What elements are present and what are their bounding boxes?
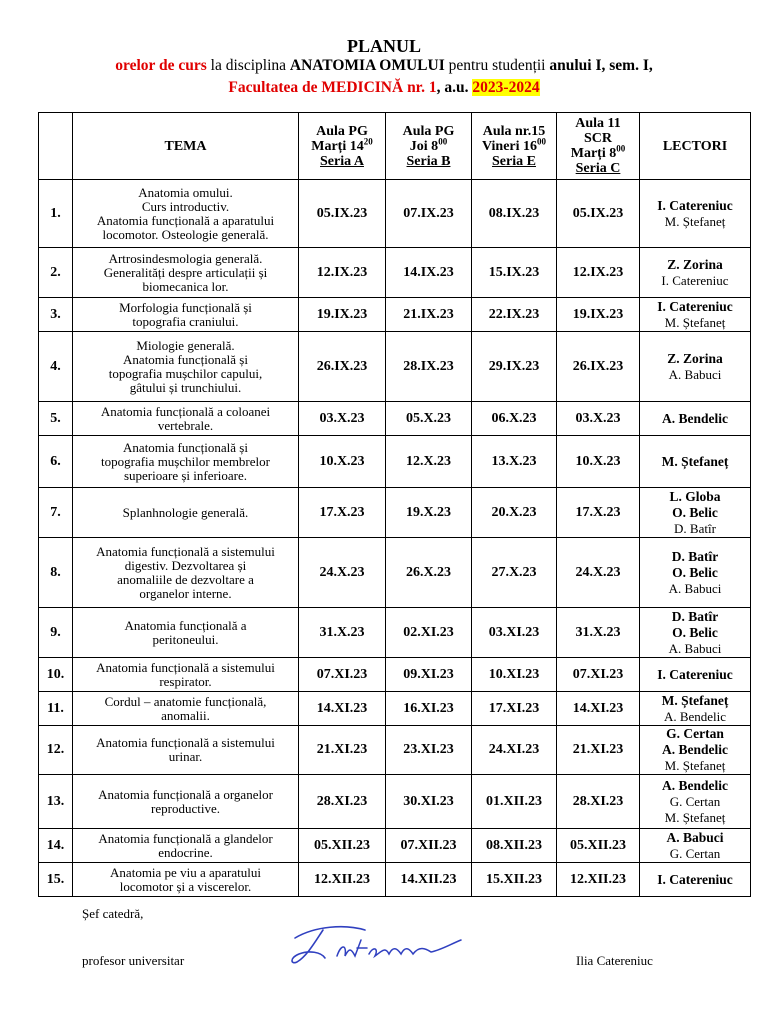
faculty-name: Facultatea de MEDICINĂ nr. 1	[228, 79, 437, 96]
lector-name: A. Babuci	[668, 366, 722, 382]
column-header-seria-a	[299, 113, 386, 180]
room-label: Aula nr.15	[482, 123, 546, 139]
room-label: Aula PG	[402, 123, 455, 139]
date-cell: 05.X.23	[386, 402, 472, 436]
table-row	[39, 402, 751, 436]
row-number: 6.	[39, 436, 73, 488]
lector-name: A. Babuci	[666, 829, 724, 845]
date-cell: 12.X.23	[386, 436, 472, 488]
date-cell: 19.X.23	[386, 488, 472, 538]
academic-year-label: , a.u.	[436, 79, 473, 96]
topic-line: Anatomia funcțională a coloanei	[100, 403, 271, 419]
table-row	[39, 436, 751, 488]
date-cell: 17.X.23	[557, 488, 640, 538]
lector-name: A. Bendelic	[662, 410, 728, 426]
date-cell: 24.XI.23	[472, 726, 557, 775]
date-cell: 14.XI.23	[299, 692, 386, 726]
row-number: 15.	[39, 863, 73, 897]
date-cell: 07.XII.23	[386, 829, 472, 863]
lector-name: I. Catereniuc	[657, 298, 733, 314]
row-number: 7.	[39, 488, 73, 538]
date-cell: 12.IX.23	[299, 248, 386, 298]
topic-line: Anatomia funcțională și	[123, 439, 248, 455]
date-cell: 26.X.23	[386, 538, 472, 608]
topic-line: urinar.	[168, 749, 203, 764]
table-row	[39, 726, 751, 775]
topic-line: topografia mușchilor capului,	[108, 365, 263, 381]
topic-line: Anatomia funcțională a sistemului	[96, 735, 275, 750]
topic-line: Curs introductiv.	[141, 198, 230, 214]
series-label: Seria C	[575, 161, 621, 176]
topic-line: gâtului și trunchiului.	[129, 379, 242, 395]
topic-line: locomotor și a viscerelor.	[119, 878, 252, 894]
table-row	[39, 538, 751, 608]
row-number: 3.	[39, 298, 73, 332]
series-label: Seria A	[320, 153, 364, 169]
date-cell: 10.XI.23	[472, 658, 557, 692]
table-row	[39, 180, 751, 248]
chair-label: Șef catedră,	[82, 906, 144, 921]
topic-cell	[73, 692, 299, 726]
row-number: 1.	[39, 180, 73, 248]
room-label: Aula PG	[316, 123, 368, 139]
lectors-cell	[640, 829, 751, 863]
lectors-cell	[640, 436, 751, 488]
topic-line: Anatomia funcțională a sistemului	[96, 659, 275, 675]
professor-name: Ilia Catereniuc	[576, 953, 653, 968]
lectors-cell	[640, 488, 751, 538]
lectors-cell	[640, 332, 751, 402]
date-cell: 28.XI.23	[299, 775, 386, 829]
topic-line: Cordul – anatomie funcțională,	[104, 693, 267, 709]
topic-line: reproductive.	[151, 800, 220, 816]
room-label-2: SCR	[583, 131, 612, 146]
date-cell: 10.X.23	[299, 436, 386, 488]
row-number: 10.	[39, 658, 73, 692]
date-cell: 05.XII.23	[557, 829, 640, 863]
date-cell: 22.IX.23	[472, 298, 557, 332]
room-label: Aula 11	[575, 116, 621, 131]
lector-name: O. Belic	[672, 624, 718, 640]
topic-cell	[73, 608, 299, 658]
lector-name: A. Bendelic	[663, 708, 727, 724]
lector-name: I. Catereniuc	[657, 666, 733, 682]
topic-cell	[73, 488, 299, 538]
topic-cell	[73, 402, 299, 436]
time-minutes: 20	[363, 135, 373, 146]
topic-cell	[73, 863, 299, 897]
lectors-cell	[640, 608, 751, 658]
table-row	[39, 692, 751, 726]
topic-cell	[73, 436, 299, 488]
date-cell: 02.XI.23	[386, 608, 472, 658]
number-header	[39, 113, 73, 180]
lectors-cell	[640, 538, 751, 608]
topic-cell	[73, 248, 299, 298]
row-number: 11.	[39, 692, 73, 726]
date-cell: 31.X.23	[299, 608, 386, 658]
table-body	[39, 180, 751, 897]
date-cell: 27.X.23	[472, 538, 557, 608]
topic-cell	[73, 298, 299, 332]
subtitle-line-2	[0, 79, 768, 97]
series-label: Seria E	[492, 153, 536, 169]
lector-name: A. Babuci	[668, 640, 722, 656]
row-number: 9.	[39, 608, 73, 658]
topic-cell	[73, 658, 299, 692]
row-number: 12.	[39, 726, 73, 775]
day-time-label: Vineri 16	[481, 138, 538, 154]
topic-cell	[73, 538, 299, 608]
lector-name: L. Globa	[669, 488, 721, 504]
table-row	[39, 863, 751, 897]
topic-cell	[73, 829, 299, 863]
date-cell: 12.IX.23	[557, 248, 640, 298]
date-cell: 28.XI.23	[557, 775, 640, 829]
lector-name: G. Certan	[666, 726, 724, 741]
table-row	[39, 658, 751, 692]
lector-name: I. Catereniuc	[661, 272, 729, 288]
date-cell: 01.XII.23	[472, 775, 557, 829]
date-cell: 03.X.23	[557, 402, 640, 436]
date-cell: 14.XI.23	[557, 692, 640, 726]
topic-line: Splanhnologie generală.	[122, 504, 249, 520]
date-cell: 12.XII.23	[299, 863, 386, 897]
topic-line: anomaliile de dezvoltare a	[117, 571, 254, 587]
subtitle-text-1: la disciplina	[206, 57, 290, 74]
topic-line: Anatomia funcțională și	[123, 351, 248, 367]
topic-line: organelor interne.	[139, 585, 232, 601]
table-header-row	[39, 113, 751, 180]
time-minutes: 00	[616, 143, 626, 154]
date-cell: 17.XI.23	[472, 692, 557, 726]
lector-name: M. Ștefaneț	[664, 758, 726, 773]
topic-line: Generalități despre articulații și	[103, 264, 268, 280]
time-minutes: 00	[537, 135, 547, 146]
topic-line: anomalii.	[161, 707, 210, 723]
date-cell: 31.X.23	[557, 608, 640, 658]
column-header-seria-e	[472, 113, 557, 180]
professor-title: profesor universitar	[82, 953, 185, 968]
topic-cell	[73, 180, 299, 248]
date-cell: 17.X.23	[299, 488, 386, 538]
row-number: 8.	[39, 538, 73, 608]
day-time-label: Joi 8	[409, 138, 439, 154]
lector-name: M. Ștefaneț	[664, 213, 726, 229]
date-cell: 21.XI.23	[299, 726, 386, 775]
topic-line: locomotor. Osteologie generală.	[102, 226, 269, 242]
lector-name: A. Bendelic	[662, 777, 728, 793]
topic-line: Miologie generală.	[136, 337, 235, 353]
date-cell: 19.IX.23	[557, 298, 640, 332]
date-cell: 14.XII.23	[386, 863, 472, 897]
lector-name: A. Bendelic	[662, 742, 728, 757]
date-cell: 24.X.23	[557, 538, 640, 608]
column-header-seria-c	[557, 113, 640, 180]
tema-header: TEMA	[73, 113, 299, 180]
topic-line: Anatomia funcțională a organelor	[98, 786, 273, 802]
lector-name: D. Batîr	[674, 520, 716, 536]
lector-name: O. Belic	[672, 504, 718, 520]
date-cell: 20.X.23	[472, 488, 557, 538]
row-number: 13.	[39, 775, 73, 829]
topic-cell	[73, 332, 299, 402]
date-cell: 15.IX.23	[472, 248, 557, 298]
date-cell: 06.X.23	[472, 402, 557, 436]
date-cell: 05.IX.23	[557, 180, 640, 248]
date-cell: 07.XI.23	[557, 658, 640, 692]
date-cell: 09.XI.23	[386, 658, 472, 692]
lectors-cell	[640, 402, 751, 436]
topic-line: Morfologia funcțională și	[119, 299, 252, 315]
lector-name: O. Belic	[672, 564, 718, 580]
date-cell: 07.XI.23	[299, 658, 386, 692]
date-cell: 21.XI.23	[557, 726, 640, 775]
topic-line: Anatomia pe viu a aparatului	[110, 864, 261, 880]
lector-name: I. Catereniuc	[657, 197, 733, 213]
topic-line: biomecanica lor.	[142, 278, 229, 294]
topic-line: Anatomia omului.	[138, 184, 233, 200]
lector-name: D. Batîr	[671, 608, 719, 624]
lector-name: Z. Zorina	[667, 256, 723, 272]
topic-line: Anatomia funcțională a glandelor	[98, 830, 273, 846]
lectors-cell	[640, 298, 751, 332]
lectors-cell	[640, 180, 751, 248]
lector-name: M. Ștefaneț	[661, 453, 729, 469]
topic-line: Anatomia funcțională a sistemului	[96, 543, 275, 559]
date-cell: 23.XI.23	[386, 726, 472, 775]
date-cell: 10.X.23	[557, 436, 640, 488]
lector-name: M. Ștefaneț	[661, 692, 729, 708]
row-number: 2.	[39, 248, 73, 298]
topic-line: peritoneului.	[152, 631, 219, 647]
subtitle-line-1	[0, 57, 768, 75]
topic-line: topografia craniului.	[132, 313, 239, 329]
date-cell: 05.IX.23	[299, 180, 386, 248]
lectors-cell	[640, 775, 751, 829]
time-minutes: 00	[438, 135, 448, 146]
lector-name: G. Certan	[669, 845, 721, 861]
topic-cell	[73, 726, 299, 775]
date-cell: 14.IX.23	[386, 248, 472, 298]
date-cell: 21.IX.23	[386, 298, 472, 332]
table-row	[39, 332, 751, 402]
date-cell: 05.XII.23	[299, 829, 386, 863]
lectors-cell	[640, 248, 751, 298]
year-semester: anului I, sem. I,	[549, 57, 653, 74]
date-cell: 19.IX.23	[299, 298, 386, 332]
date-cell: 13.X.23	[472, 436, 557, 488]
topic-line: respirator.	[159, 673, 212, 689]
signature	[285, 918, 465, 970]
date-cell: 15.XII.23	[472, 863, 557, 897]
date-cell: 12.XII.23	[557, 863, 640, 897]
date-cell: 08.XII.23	[472, 829, 557, 863]
series-label: Seria B	[406, 153, 451, 169]
row-number: 14.	[39, 829, 73, 863]
day-time-label: Marți 8	[570, 146, 617, 161]
lector-name: M. Ștefaneț	[664, 809, 726, 825]
date-cell: 08.IX.23	[472, 180, 557, 248]
lectors-cell	[640, 726, 751, 775]
discipline-name: ANATOMIA OMULUI	[289, 57, 445, 74]
date-cell: 16.XI.23	[386, 692, 472, 726]
date-cell: 26.IX.23	[299, 332, 386, 402]
lector-name: G. Certan	[669, 793, 721, 809]
table-row	[39, 775, 751, 829]
lector-name: M. Ștefaneț	[664, 314, 726, 330]
topic-line: digestiv. Dezvoltarea și	[124, 557, 247, 573]
lectors-cell	[640, 863, 751, 897]
lectors-cell	[640, 658, 751, 692]
date-cell: 28.IX.23	[386, 332, 472, 402]
row-number: 4.	[39, 332, 73, 402]
academic-year: 2023-2024	[472, 79, 540, 96]
topic-line: endocrine.	[158, 844, 213, 860]
topic-line: topografia mușchilor membrelor	[101, 453, 270, 469]
lectori-header: LECTORI	[640, 113, 751, 180]
date-cell: 26.IX.23	[557, 332, 640, 402]
lectors-cell	[640, 692, 751, 726]
table-row	[39, 608, 751, 658]
table-row	[39, 488, 751, 538]
date-cell: 03.X.23	[299, 402, 386, 436]
document-title: PLANUL	[346, 36, 421, 56]
topic-cell	[73, 775, 299, 829]
date-cell: 29.IX.23	[472, 332, 557, 402]
lector-name: Z. Zorina	[667, 350, 723, 366]
lector-name: A. Babuci	[668, 580, 722, 596]
table-row	[39, 829, 751, 863]
date-cell: 30.XI.23	[386, 775, 472, 829]
schedule-table	[38, 112, 751, 897]
subtitle-text-2: pentru studenții	[444, 57, 550, 74]
column-header-seria-b	[386, 113, 472, 180]
topic-line: superioare și inferioare.	[123, 467, 248, 483]
row-number: 5.	[39, 402, 73, 436]
day-time-label: Marți 14	[311, 138, 364, 154]
lector-name: I. Catereniuc	[657, 871, 733, 887]
table-row	[39, 248, 751, 298]
lector-name: D. Batîr	[671, 548, 719, 564]
topic-line: Artrosindesmologia generală.	[108, 250, 263, 266]
topic-line: Anatomia funcțională a aparatului	[96, 212, 275, 228]
topic-line: Anatomia funcțională a	[124, 617, 247, 633]
date-cell: 07.IX.23	[386, 180, 472, 248]
subtitle-red-part: orelor de curs	[115, 57, 207, 74]
topic-line: vertebrale.	[157, 417, 214, 433]
date-cell: 24.X.23	[299, 538, 386, 608]
date-cell: 03.XI.23	[472, 608, 557, 658]
table-row	[39, 298, 751, 332]
